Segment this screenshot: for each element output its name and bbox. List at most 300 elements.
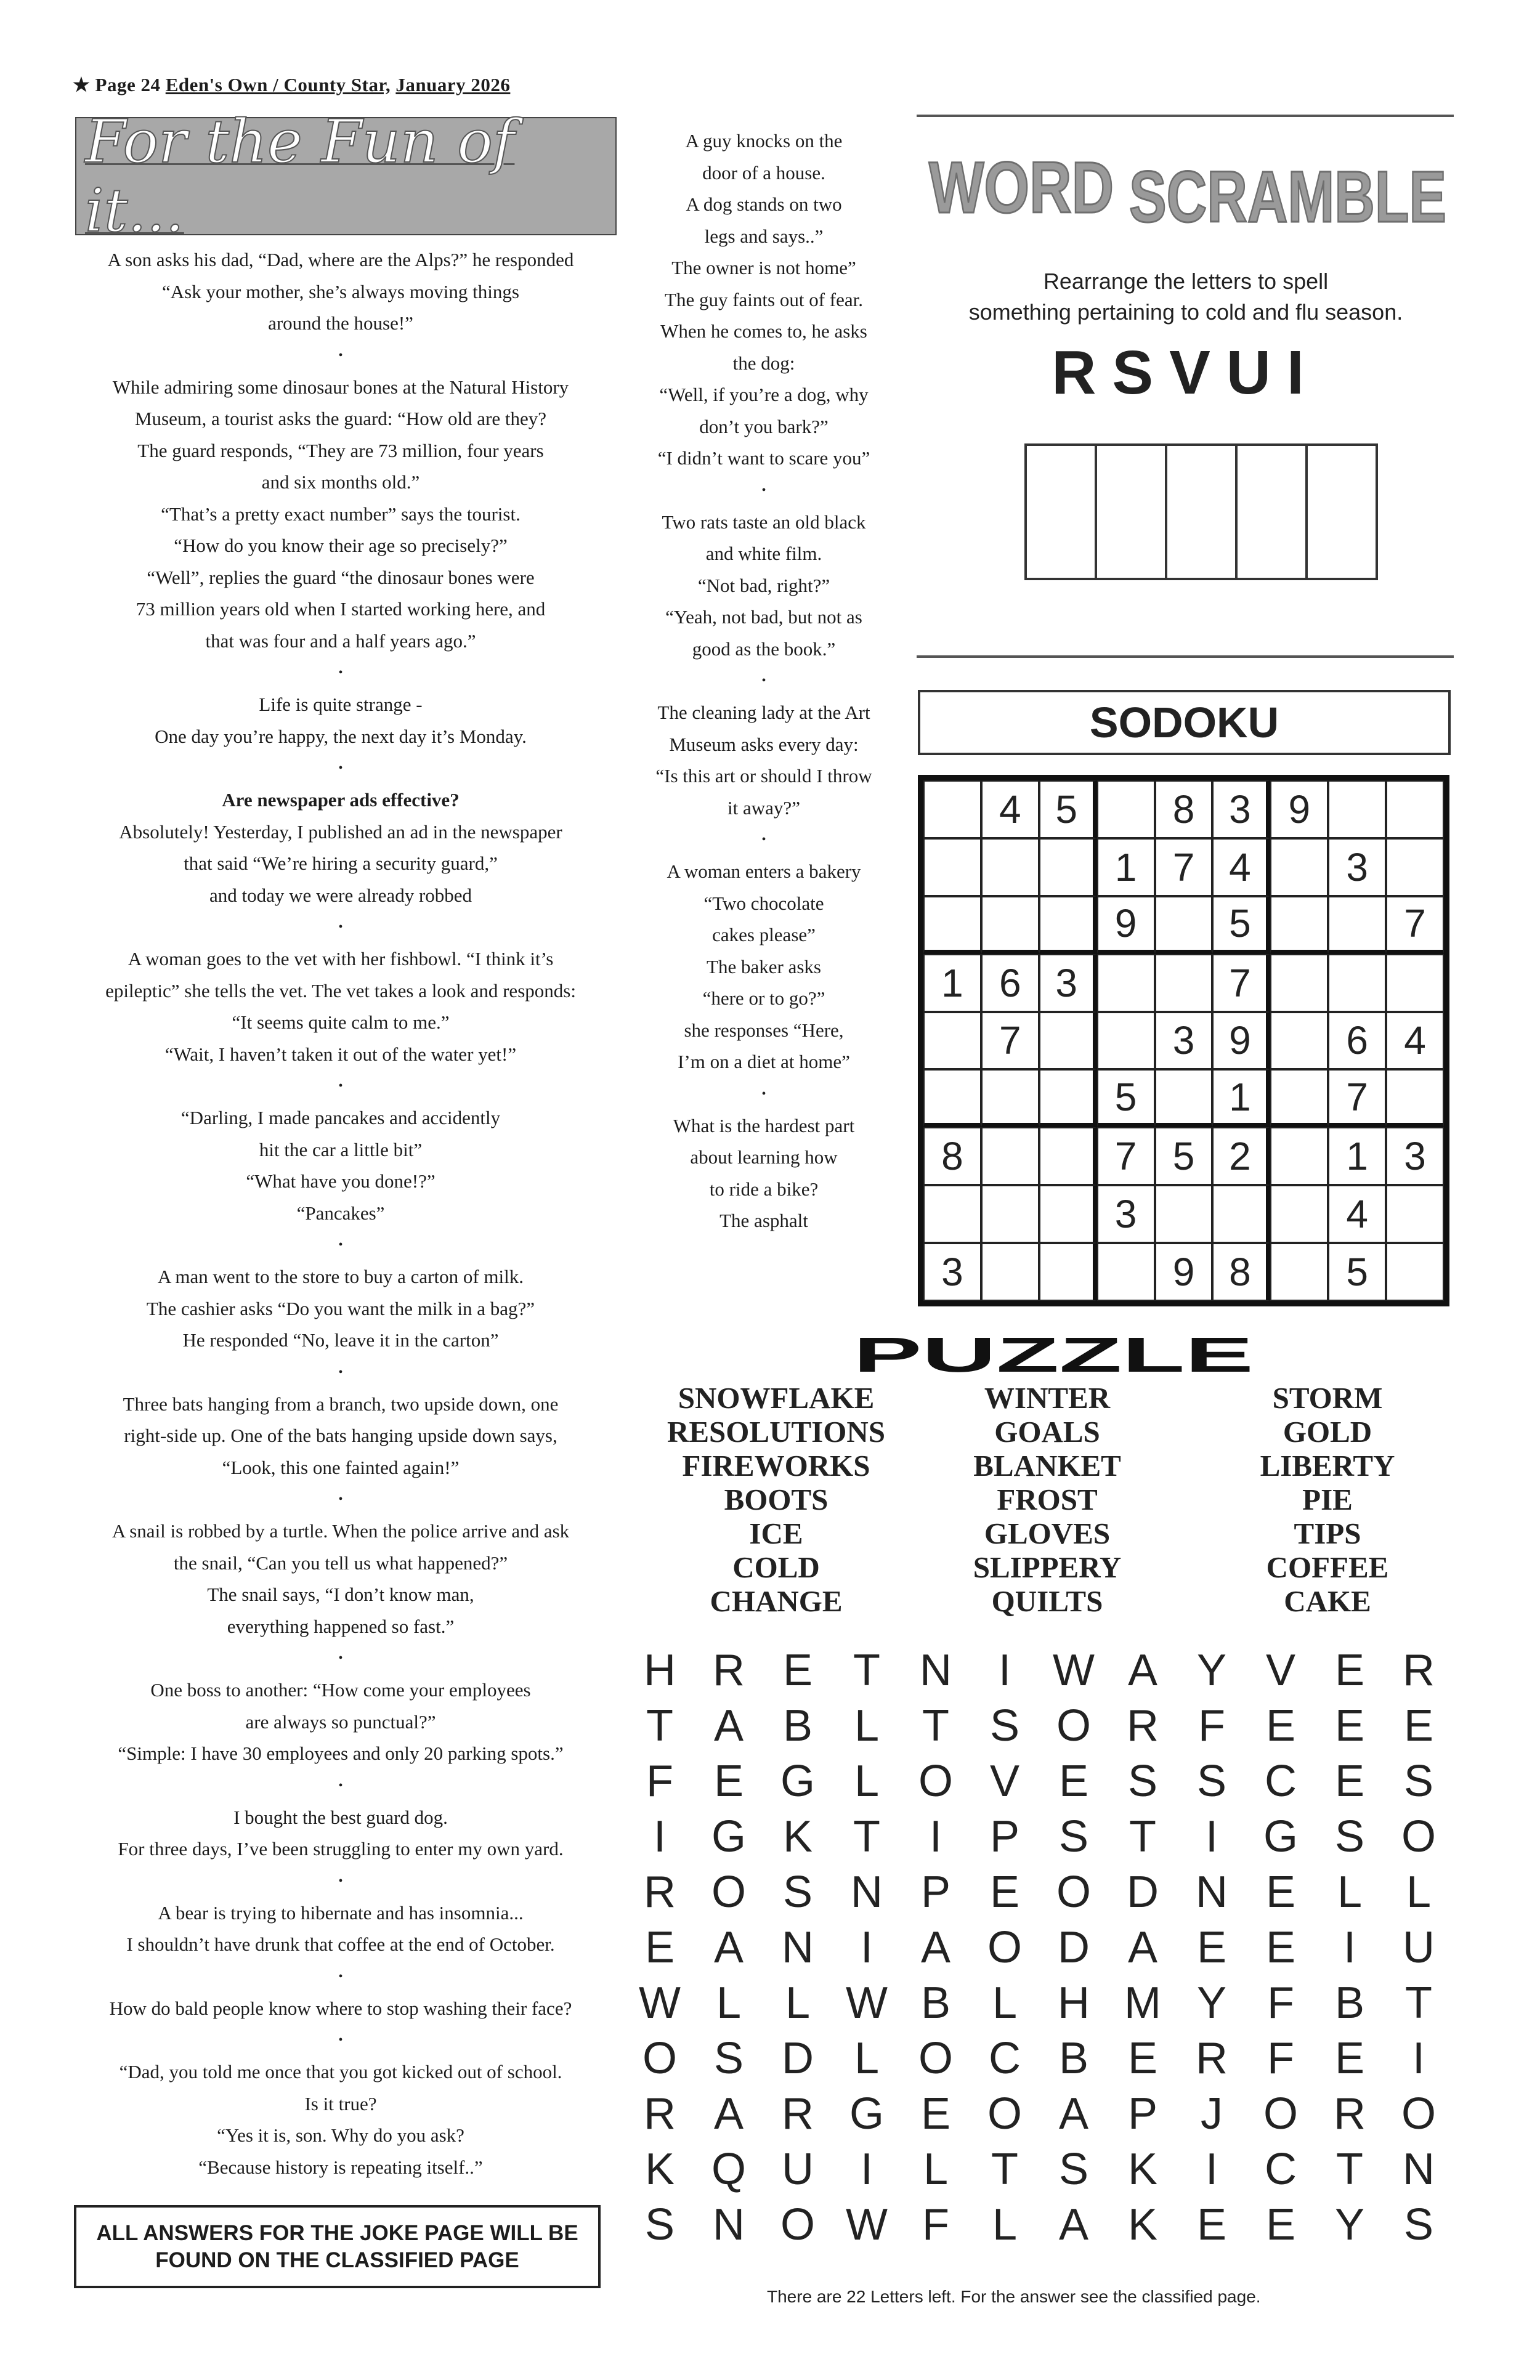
joke-line: Life is quite strange - — [259, 694, 423, 715]
joke-line: “Pancakes” — [296, 1202, 385, 1224]
word-scramble-instruction-line1: Rearrange the letters to spell — [1043, 269, 1329, 294]
word-search-letter[interactable]: E — [1265, 1701, 1296, 1751]
word-search-letter[interactable]: R — [644, 1868, 676, 1917]
sudoku-cell: 3 — [1155, 1012, 1213, 1070]
sudoku-cell: 3 — [1097, 1185, 1155, 1243]
word-search-letter[interactable]: I — [1205, 2145, 1218, 2194]
word-search-letter[interactable]: H — [644, 1646, 676, 1695]
joke-line: I’m on a diet at home” — [678, 1051, 850, 1072]
word-scramble-instructions — [918, 266, 1454, 328]
word-search-letter[interactable]: S — [1127, 1757, 1158, 1806]
word-search-letter[interactable]: T — [646, 1701, 673, 1751]
sudoku-cell[interactable] — [1270, 896, 1328, 954]
sudoku-cell[interactable] — [981, 1069, 1039, 1127]
joke-line: “here or to go?” — [702, 987, 825, 1009]
joke-line: “What have you done!?” — [246, 1170, 436, 1192]
word-search-letter[interactable]: O — [987, 2089, 1022, 2139]
joke — [73, 1388, 609, 1484]
word-search-letter[interactable]: A — [713, 2089, 744, 2139]
word-search-letter[interactable]: N — [782, 1923, 814, 1972]
word-search-letter[interactable]: P — [920, 1868, 951, 1917]
joke — [73, 943, 609, 1070]
sudoku-cell[interactable] — [1270, 1185, 1328, 1243]
sudoku-cell[interactable] — [1270, 838, 1328, 896]
word-search-letter[interactable]: A — [1127, 1646, 1158, 1695]
word-search-letter[interactable]: Y — [1334, 2200, 1365, 2249]
sudoku-cell[interactable] — [1039, 1127, 1097, 1185]
answer-box[interactable] — [1238, 446, 1308, 578]
sudoku-cell: 5 — [1097, 1069, 1155, 1127]
word-search-letter[interactable]: S — [644, 2200, 675, 2249]
joke-line: A woman enters a bakery — [667, 860, 861, 882]
word-search-letter[interactable]: E — [920, 2089, 951, 2139]
word-search-letter[interactable]: E — [1334, 2034, 1365, 2083]
word-search-letter[interactable]: F — [1267, 1978, 1294, 2028]
joke-line: don’t you bark?” — [699, 415, 829, 437]
answers-notice — [74, 2205, 601, 2288]
sudoku-cell[interactable] — [1270, 1012, 1328, 1070]
word-search-letter[interactable]: N — [713, 2200, 745, 2249]
joke-line: For three days, I’ve been struggling to enter my own yard. — [118, 1838, 564, 1860]
joke — [634, 697, 893, 824]
joke-line: I shouldn’t have drunk that coffee at the end of October. — [126, 1933, 555, 1955]
word-search-letter[interactable]: V — [1265, 1646, 1296, 1695]
joke-line: The baker asks — [707, 955, 821, 977]
joke-line: He responded “No, leave it in the carton” — [182, 1329, 499, 1351]
word-search-letter[interactable]: K — [782, 1812, 813, 1861]
sudoku-cell[interactable] — [1386, 1069, 1444, 1127]
word-search-letter[interactable]: E — [1403, 1701, 1434, 1751]
word-list-col2 — [936, 1381, 1158, 1618]
sudoku-cell[interactable] — [923, 1069, 981, 1127]
sudoku-cell: 1 — [1097, 838, 1155, 896]
word-search-letter[interactable]: E — [1334, 1701, 1365, 1751]
word-search-letter[interactable]: A — [713, 1701, 744, 1751]
joke-line: The guy faints out of fear. — [665, 288, 863, 310]
word-search-letter[interactable]: F — [1198, 1701, 1225, 1751]
word-search-letter[interactable]: O — [711, 1868, 746, 1917]
word-search-letter[interactable]: L — [1337, 1868, 1363, 1917]
word-search-letter[interactable]: S — [782, 1868, 813, 1917]
sudoku-cell[interactable] — [923, 1185, 981, 1243]
word-search-letter[interactable]: O — [642, 2034, 677, 2083]
sudoku-cell[interactable] — [1097, 954, 1155, 1012]
word-search-letter[interactable]: R — [644, 2089, 676, 2139]
word-list-item: SNOWFLAKE — [678, 1381, 875, 1415]
joke-line: Absolutely! Yesterday, I published an ad in the newspaper — [119, 820, 562, 843]
sudoku-cell[interactable] — [1386, 954, 1444, 1012]
word-search-letter[interactable]: E — [1196, 1923, 1227, 1972]
joke-line: she responses “Here, — [684, 1019, 844, 1041]
joke-line: “Is this art or should I throw — [655, 765, 872, 787]
bullet-separator: • — [338, 1778, 343, 1792]
joke — [634, 125, 893, 474]
word-search-letter[interactable]: B — [782, 1701, 813, 1751]
bullet-separator: • — [338, 1651, 343, 1665]
sudoku-cell[interactable] — [1097, 780, 1155, 838]
bullet-separator: • — [761, 833, 766, 846]
sudoku-cell: 3 — [923, 1243, 981, 1301]
sudoku-cell: 7 — [1212, 954, 1270, 1012]
joke-line: and white film. — [705, 543, 822, 564]
sudoku-cell[interactable] — [1270, 1243, 1328, 1301]
sudoku-cell[interactable] — [1155, 954, 1213, 1012]
joke-line: hit the car a little bit” — [259, 1138, 423, 1160]
bullet-separator: • — [338, 1874, 343, 1888]
word-search-letter[interactable]: G — [711, 1812, 746, 1861]
word-search-letter[interactable]: E — [713, 1757, 744, 1806]
word-search-letter[interactable]: O — [1401, 2089, 1436, 2139]
sudoku-cell[interactable] — [1386, 780, 1444, 838]
sudoku-cell[interactable] — [1386, 1185, 1444, 1243]
joke-line: and today we were already robbed — [209, 884, 472, 906]
sudoku-cell[interactable] — [1039, 838, 1097, 896]
word-search-letter[interactable]: L — [992, 2200, 1018, 2249]
sudoku-cell[interactable] — [1155, 896, 1213, 954]
word-search-letter[interactable]: S — [1403, 2200, 1434, 2249]
jokes-list-left — [73, 244, 609, 2183]
word-search-letter[interactable]: O — [1263, 2089, 1298, 2139]
joke-line: cakes please” — [712, 924, 816, 945]
answer-box[interactable] — [1027, 446, 1097, 578]
word-search-row — [625, 1754, 1454, 1809]
word-search-row — [625, 2197, 1454, 2252]
word-search-letter[interactable]: E — [1127, 2034, 1158, 2083]
word-scramble-instruction-line2: something pertaining to cold and flu season. — [968, 299, 1403, 325]
word-search-letter[interactable]: E — [1265, 2200, 1296, 2249]
word-search-letter[interactable]: F — [1267, 2034, 1294, 2083]
word-search-letter[interactable]: I — [998, 1646, 1011, 1695]
word-search-letter[interactable]: A — [1058, 2200, 1089, 2249]
word-search-letter[interactable]: G — [849, 2089, 884, 2139]
joke-line: “Dad, you told me once that you got kicked out of school. — [119, 2061, 562, 2082]
word-search-letter[interactable]: S — [989, 1701, 1020, 1751]
word-search-letter[interactable]: N — [920, 1646, 952, 1695]
joke — [73, 689, 609, 752]
word-list-item: ICE — [749, 1516, 803, 1550]
answer-box[interactable] — [1308, 446, 1376, 578]
word-search-letter[interactable]: E — [1334, 1757, 1365, 1806]
joke-line: A bear is trying to hibernate and has insomnia... — [158, 1901, 524, 1924]
joke — [73, 1802, 609, 1865]
sudoku-cell[interactable] — [1212, 1185, 1270, 1243]
joke-line: about learning how — [690, 1146, 838, 1168]
sudoku-cell[interactable] — [1328, 780, 1386, 838]
bullet-separator: • — [338, 348, 343, 362]
word-search-letter[interactable]: Y — [1196, 1978, 1227, 2028]
sudoku-cell: 9 — [1270, 780, 1328, 838]
word-search-letter[interactable]: L — [854, 2034, 880, 2083]
word-search-letter[interactable]: T — [991, 2145, 1018, 2194]
sudoku-cell[interactable] — [1328, 896, 1386, 954]
joke-line: “It seems quite calm to me.” — [232, 1011, 450, 1033]
joke-line: everything happened so fast.” — [227, 1615, 455, 1637]
joke-line: The snail says, “I don’t know man, — [207, 1584, 474, 1605]
sudoku-cell[interactable] — [1386, 838, 1444, 896]
sudoku-cell[interactable] — [981, 896, 1039, 954]
word-list-item: COFFEE — [1266, 1550, 1389, 1584]
word-search-letter[interactable]: I — [1343, 1923, 1356, 1972]
word-search-letter[interactable]: B — [920, 1978, 951, 2028]
joke — [73, 1897, 609, 1961]
joke — [634, 1110, 893, 1237]
jokes-column-middle — [634, 125, 893, 1237]
word-search-letter[interactable]: R — [1127, 1701, 1159, 1751]
word-search-letter[interactable]: U — [1403, 1923, 1435, 1972]
word-search-row — [625, 1920, 1454, 1975]
word-search-letter[interactable]: J — [1201, 2089, 1223, 2139]
sudoku-cell[interactable] — [1039, 1243, 1097, 1301]
word-search-letter[interactable]: E — [1265, 1868, 1296, 1917]
sudoku-cell[interactable] — [1097, 1012, 1155, 1070]
joke-line: “Yeah, not bad, but not as — [665, 606, 862, 628]
word-list-item: CAKE — [1284, 1584, 1371, 1618]
joke-line: Is it true? — [304, 2092, 377, 2115]
joke-line: that said “We’re hiring a security guard,” — [184, 852, 498, 874]
word-list-item: GLOVES — [984, 1516, 1111, 1550]
word-search-letter[interactable]: W — [846, 1978, 888, 2028]
word-search-letter[interactable]: F — [922, 2200, 949, 2249]
word-search-letter[interactable]: E — [1334, 1646, 1365, 1695]
joke-line: “Because history is repeating itself..” — [198, 2156, 483, 2178]
joke-heading: Are newspaper ads effective? — [222, 789, 460, 811]
word-search-letter[interactable]: O — [1056, 1868, 1091, 1917]
word-search-letter[interactable]: T — [853, 1812, 880, 1861]
word-search-letter[interactable]: K — [1127, 2200, 1158, 2249]
word-search-letter[interactable]: T — [1405, 1978, 1432, 2028]
joke — [73, 1102, 609, 1229]
word-search-letter[interactable]: E — [1196, 2200, 1227, 2249]
word-search-letter[interactable]: G — [780, 1757, 815, 1806]
word-search-letter[interactable]: O — [780, 2200, 815, 2249]
word-search-letter[interactable]: I — [1412, 2034, 1425, 2083]
answer-box[interactable] — [1097, 446, 1167, 578]
word-search-letter[interactable]: D — [1058, 1923, 1090, 1972]
word-search-letter[interactable]: T — [922, 1701, 949, 1751]
joke-line: How do bald people know where to stop washing their face? — [109, 1997, 572, 2019]
sudoku-cell[interactable] — [1097, 1243, 1155, 1301]
fun-title-banner — [75, 107, 617, 245]
word-search-letter[interactable]: D — [1127, 1868, 1159, 1917]
word-search-letter[interactable]: N — [851, 1868, 883, 1917]
word-search-letter[interactable]: S — [1334, 1812, 1365, 1861]
joke-line: “Well, if you’re a dog, why — [659, 384, 869, 405]
divider-middle — [917, 655, 1454, 658]
joke — [73, 244, 609, 339]
word-search-letter[interactable]: E — [782, 1646, 813, 1695]
joke-line: While admiring some dinosaur bones at the Natural History — [112, 376, 569, 398]
word-search-letter[interactable]: L — [854, 1757, 880, 1806]
word-search-letter[interactable]: R — [1196, 2034, 1228, 2083]
word-search-row — [625, 1809, 1454, 1864]
joke-line: around the house!” — [268, 312, 413, 334]
word-search-letter[interactable]: V — [989, 1757, 1020, 1806]
word-search-letter[interactable]: W — [639, 1978, 681, 2028]
sudoku-cell[interactable] — [923, 780, 981, 838]
sudoku-cell: 5 — [1155, 1127, 1213, 1185]
joke-line: A woman goes to the vet with her fishbowl. “I think it’s — [128, 948, 554, 969]
joke-line: “Ask your mother, she’s always moving things — [162, 280, 519, 302]
sudoku-cell[interactable] — [923, 838, 981, 896]
joke-line: One boss to another: “How come your employees — [150, 1679, 531, 1701]
word-search-row — [625, 2086, 1454, 2142]
word-search-letter[interactable]: O — [987, 1923, 1022, 1972]
word-list-item: WINTER — [984, 1381, 1111, 1415]
word-search-letter[interactable]: F — [646, 1757, 673, 1806]
word-search-letter[interactable]: I — [929, 1812, 942, 1861]
joke-line: “Look, this one fainted again!” — [222, 1456, 460, 1478]
sudoku-cell[interactable] — [1039, 1012, 1097, 1070]
word-search-letter[interactable]: I — [1205, 1812, 1218, 1861]
sudoku-cell: 4 — [1386, 1012, 1444, 1070]
word-search-letter[interactable]: O — [918, 1757, 953, 1806]
word-search-letter[interactable]: C — [1265, 2145, 1297, 2194]
sudoku-cell[interactable] — [981, 1243, 1039, 1301]
joke-line: The asphalt — [719, 1210, 808, 1231]
word-search-letter[interactable]: C — [989, 2034, 1021, 2083]
word-search-letter[interactable]: K — [644, 2145, 675, 2194]
word-search-letter[interactable]: P — [1127, 2089, 1158, 2139]
word-search-letter[interactable]: R — [713, 1646, 745, 1695]
word-search-letter[interactable]: B — [1058, 2034, 1089, 2083]
sudoku-cell[interactable] — [981, 838, 1039, 896]
word-search-letter[interactable]: L — [854, 1701, 880, 1751]
word-scramble-title-word1: WORD — [929, 147, 1114, 229]
word-search-letter[interactable]: U — [782, 2145, 814, 2194]
word-search-letter[interactable]: A — [920, 1923, 951, 1972]
word-list-item: FROST — [997, 1483, 1098, 1516]
word-search-letter[interactable]: N — [1403, 2145, 1435, 2194]
sudoku-cell: 3 — [1212, 780, 1270, 838]
word-search-letter[interactable]: Y — [1196, 1646, 1227, 1695]
joke — [73, 784, 609, 911]
word-search-letter[interactable]: T — [1336, 2145, 1363, 2194]
word-search-letter[interactable]: I — [860, 1923, 873, 1972]
word-search-letter[interactable]: O — [1056, 1701, 1091, 1751]
sudoku-cell: 3 — [1039, 954, 1097, 1012]
sudoku-cell: 5 — [1039, 780, 1097, 838]
word-search-letter[interactable]: L — [1406, 1868, 1432, 1917]
joke-line: A man went to the store to buy a carton of milk. — [157, 1266, 524, 1287]
sudoku-cell[interactable] — [1155, 1069, 1213, 1127]
sudoku-cell[interactable] — [1039, 1069, 1097, 1127]
word-search-row — [625, 1864, 1454, 1920]
joke-line: “Not bad, right?” — [697, 574, 830, 596]
bullet-separator: • — [761, 1087, 766, 1101]
issue-date: January 2026 — [395, 74, 511, 95]
word-search-letter[interactable]: R — [1334, 2089, 1366, 2139]
word-search-letter[interactable]: L — [785, 1978, 811, 2028]
word-search-letter[interactable]: E — [1265, 1923, 1296, 1972]
sudoku-cell[interactable] — [1270, 1127, 1328, 1185]
word-search-letter[interactable]: R — [1403, 1646, 1435, 1695]
sudoku-cell[interactable] — [1328, 954, 1386, 1012]
word-search-letter[interactable]: L — [716, 1978, 742, 2028]
sudoku-cell: 7 — [1155, 838, 1213, 896]
word-search-letter[interactable]: E — [989, 1868, 1020, 1917]
sudoku-cell[interactable] — [1270, 954, 1328, 1012]
word-search-letter[interactable]: S — [1196, 1757, 1227, 1806]
bullet-separator: • — [338, 1238, 343, 1252]
sudoku-cell: 2 — [1212, 1127, 1270, 1185]
word-search-letter[interactable]: K — [1127, 2145, 1158, 2194]
word-list-item: RESOLUTIONS — [667, 1415, 885, 1449]
word-search-letter[interactable]: S — [1403, 1757, 1434, 1806]
sudoku-grid — [918, 775, 1449, 1306]
fun-title: For the Fun of it... — [85, 107, 515, 245]
sudoku-cell: 6 — [1328, 1012, 1386, 1070]
word-search-letter[interactable]: S — [1058, 1812, 1089, 1861]
word-search-letter[interactable]: A — [1127, 1923, 1158, 1972]
word-search-letter[interactable]: S — [1058, 2145, 1089, 2194]
joke-line: good as the book.” — [692, 638, 836, 660]
word-search-letter[interactable]: T — [853, 1646, 880, 1695]
sudoku-cell[interactable] — [1270, 1069, 1328, 1127]
word-search-letter[interactable]: D — [782, 2034, 814, 2083]
joke-line: “That’s a pretty exact number” says the tourist. — [161, 503, 521, 525]
word-search-letter[interactable]: P — [989, 1812, 1020, 1861]
word-search-letter[interactable]: I — [653, 1812, 666, 1861]
joke-line: 73 million years old when I started working here, and — [136, 598, 546, 620]
scrambled-letters: RSVUI — [1052, 338, 1320, 407]
sudoku-cell[interactable] — [923, 1012, 981, 1070]
word-search-letter[interactable]: B — [1334, 1978, 1365, 2028]
joke-line: epileptic” she tells the vet. The vet takes a look and responds: — [105, 979, 576, 1002]
word-search-letter[interactable]: M — [1124, 1978, 1161, 2028]
sudoku-cell[interactable] — [1386, 1243, 1444, 1301]
word-search-letter[interactable]: E — [644, 1923, 675, 1972]
word-search-letter[interactable]: S — [713, 2034, 744, 2083]
word-search-row — [625, 1975, 1454, 2031]
word-search-letter[interactable]: T — [1129, 1812, 1156, 1861]
word-search-letter[interactable]: C — [1265, 1757, 1297, 1806]
word-list-item: PIE — [1302, 1483, 1353, 1516]
sudoku-cell[interactable] — [923, 896, 981, 954]
answer-box[interactable] — [1167, 446, 1238, 578]
sudoku-cell[interactable] — [1039, 896, 1097, 954]
joke-line: A son asks his dad, “Dad, where are the Alps?” he responded — [107, 249, 574, 270]
word-search-letter[interactable]: R — [782, 2089, 814, 2139]
word-search-letter[interactable]: A — [713, 1923, 744, 1972]
joke-line: to ride a bike? — [709, 1178, 819, 1200]
joke-line: and six months old.” — [261, 471, 420, 493]
word-search-letter[interactable]: E — [1058, 1757, 1089, 1806]
word-search-letter[interactable]: W — [846, 2200, 888, 2249]
word-search-letter[interactable]: O — [918, 2034, 953, 2083]
word-search-letter[interactable]: A — [1058, 2089, 1089, 2139]
joke-line: are always so punctual?” — [245, 1710, 436, 1733]
word-search-letter[interactable]: N — [1196, 1868, 1228, 1917]
word-search-letter[interactable]: I — [860, 2145, 873, 2194]
word-search-letter[interactable]: H — [1058, 1978, 1090, 2028]
word-search-letter[interactable]: W — [1053, 1646, 1095, 1695]
word-search-row — [625, 2031, 1454, 2086]
joke-line: One day you’re happy, the next day it’s Monday. — [155, 725, 527, 747]
word-search-letter[interactable]: O — [1401, 1812, 1436, 1861]
word-search-letter[interactable]: G — [1263, 1812, 1298, 1861]
sudoku-cell: 4 — [1328, 1185, 1386, 1243]
sudoku-cell[interactable] — [981, 1185, 1039, 1243]
word-search-letter[interactable]: L — [992, 1978, 1018, 2028]
word-search-letter[interactable]: Q — [711, 2145, 746, 2194]
word-list-col3 — [1223, 1381, 1432, 1618]
word-search-letter[interactable]: L — [923, 2145, 949, 2194]
joke-line: I bought the best guard dog. — [233, 1806, 448, 1828]
sudoku-cell[interactable] — [1155, 1185, 1213, 1243]
sudoku-cell[interactable] — [981, 1127, 1039, 1185]
sudoku-cell: 9 — [1155, 1243, 1213, 1301]
sudoku-cell[interactable] — [1039, 1185, 1097, 1243]
